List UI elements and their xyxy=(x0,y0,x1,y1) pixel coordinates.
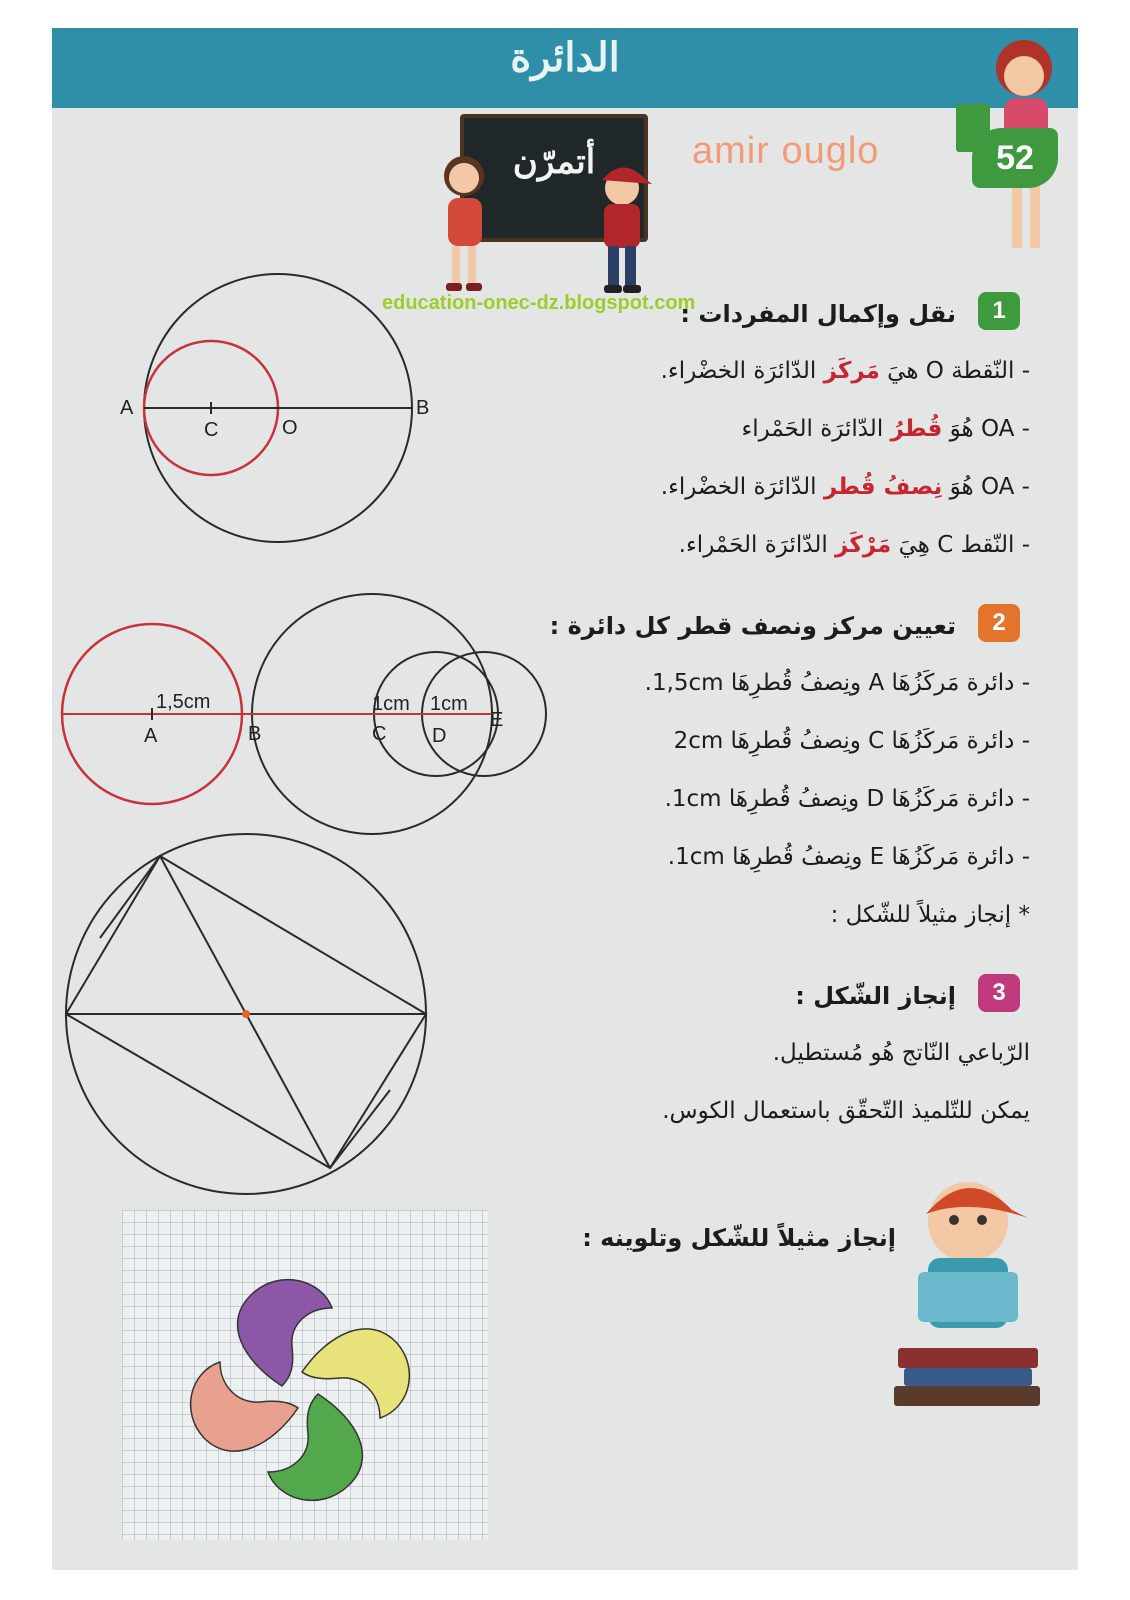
chapter-title: الدائرة xyxy=(510,34,620,81)
girl-figure xyxy=(444,156,484,291)
center-point xyxy=(242,1010,250,1018)
section3-line-2: يمكن للتّلميذ التّحقّق باستعمال الكوس. xyxy=(662,1098,1030,1124)
blog-watermark: education-onec-dz.blogspot.com xyxy=(382,292,696,314)
section2-line-1: - دائرة مَركَزُهَا A ونِصفُ قُطرِهَا 1,5cm. xyxy=(644,670,1030,696)
section1-number-badge: 1 xyxy=(978,292,1020,330)
section1-line-2: - OA هُوَ قُطرُ الدّائرَة الحَمْراء xyxy=(741,416,1030,442)
page-number-badge: 52 xyxy=(972,128,1058,188)
boy-figure xyxy=(602,167,652,293)
figure-3-inscribed-rectangle xyxy=(60,828,440,1208)
section2-line-4: - دائرة مَركَزُهَا E ونِصفُ قُطرِهَا 1cm. xyxy=(667,844,1030,870)
figure-2-circles xyxy=(52,602,572,832)
section3-line-1: الرّباعي النّاتج هُو مُستطيل. xyxy=(772,1040,1030,1066)
measure-radius-c: 1cm xyxy=(372,693,410,715)
chalkboard-label: أتمرّن xyxy=(512,142,596,182)
section2-note: * إنجاز مثيلاً للشّكل : xyxy=(830,902,1030,928)
measure-radius-d: 1cm xyxy=(430,693,468,715)
reading-boy-illustration xyxy=(888,1158,1048,1418)
label-c: C xyxy=(204,419,219,441)
label-b2: B xyxy=(248,723,262,745)
section2-line-3: - دائرة مَركَزُهَا D ونِصفُ قُطرِهَا 1cm. xyxy=(664,786,1030,812)
measure-radius-a: 1,5cm xyxy=(156,691,211,713)
section1-line-1: - النّقطة O هيَ مَركَز الدّائرَة الخضْراء. xyxy=(660,358,1030,384)
label-a: A xyxy=(120,397,134,419)
section3-number-badge: 3 xyxy=(978,974,1020,1012)
section1-line-4: - النّقط C هِيَ مَرْكَز الدّائرَة الحَمْراء. xyxy=(678,532,1030,558)
label-b: B xyxy=(416,397,430,419)
figure-4-grid-pinwheel xyxy=(122,1210,492,1540)
section1-title: نقل وإكمال المفردات : xyxy=(680,300,956,328)
section2-line-2: - دائرة مَركَزُهَا C ونِصفُ قُطرِهَا 2cm xyxy=(673,728,1030,754)
section1-line-3: - OA هُوَ نِصفُ قُطر الدّائرَة الخضْراء. xyxy=(660,474,1030,500)
figure-1-circles xyxy=(98,254,438,574)
label-d2: D xyxy=(432,725,447,747)
section2-number-badge: 2 xyxy=(978,604,1020,642)
label-a2: A xyxy=(144,725,158,747)
section4-title: إنجاز مثيلاً للشّكل وتلوينه : xyxy=(582,1224,896,1252)
label-o: O xyxy=(282,417,298,439)
section3-title: إنجاز الشّكل : xyxy=(795,982,956,1010)
label-e2: E xyxy=(490,709,504,731)
section2-title: تعيين مركز ونصف قطر كل دائرة : xyxy=(549,612,956,640)
author-watermark: amir ouglo xyxy=(692,130,880,172)
textbook-page xyxy=(52,28,1078,1570)
label-c2: C xyxy=(372,723,387,745)
